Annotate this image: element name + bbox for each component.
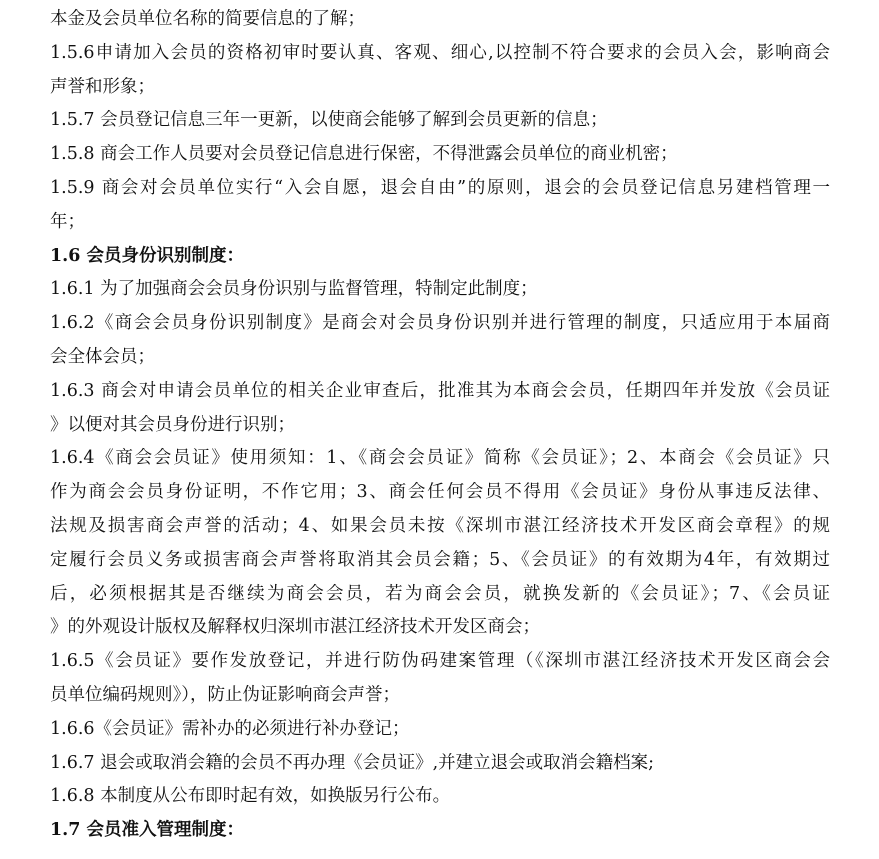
text-line: 1.6.5《会员证》要作发放登记，并进行防伪码建案管理（《深圳市湛江经济技术开发区商会会	[50, 651, 830, 672]
text-line: 作为商会会员身份证明，不作它用；3、商会任何会员不得用《会员证》身份从事违反法律、	[50, 482, 830, 503]
text-line: 》的外观设计版权及解释权归深圳市湛江经济技术开发区商会；	[50, 617, 540, 638]
text-line: 1.5.7 会员登记信息三年一更新，以使商会能够了解到会员更新的信息；	[50, 110, 608, 131]
text-line: 1.5.9 商会对会员单位实行“入会自愿，退会自由”的原则，退会的会员登记信息另建档管理一	[50, 177, 830, 198]
text-line: 1.6.8 本制度从公布即时起有效，如换版另行公布。	[50, 786, 451, 807]
text-line: 1.6.3 商会对申请会员单位的相关企业审查后，批准其为本商会会员，任期四年并发放《会员证	[50, 380, 830, 401]
text-line: 1.6.4《商会会员证》使用须知：1、《商会会员证》简称《会员证》；2、本商会《会员证》只	[50, 448, 830, 469]
text-line: 后，必须根据其是否继续为商会会员，若为商会会员，就换发新的《会员证》；7、《会员证	[50, 583, 830, 604]
text-line: 本金及会员单位名称的简要信息的了解；	[50, 9, 365, 29]
text-line: 声誉和形象；	[50, 76, 155, 97]
text-line: 1.5.6申请加入会员的资格初审时要认真、客观、细心,以控制不符合要求的会员入会，影响商会	[50, 42, 830, 63]
text-line: 1.5.8 商会工作人员要对会员登记信息进行保密，不得泄露会员单位的商业机密；	[50, 144, 678, 165]
text-line: 年；	[50, 211, 85, 232]
text-line: 》以便对其会员身份进行识别；	[50, 414, 295, 435]
text-line: 1.6.7 退会或取消会籍的会员不再办理《会员证》,并建立退会或取消会籍档案;	[50, 752, 655, 773]
section-heading: 1.6 会员身份识别制度：	[50, 245, 245, 266]
text-line: 会全体会员；	[50, 346, 155, 367]
text-line: 法规及损害商会声誉的活动；4、如果会员未按《深圳市湛江经济技术开发区商会章程》的规	[50, 515, 830, 536]
text-line: 1.6.1 为了加强商会会员身份识别与监督管理，特制定此制度；	[50, 279, 538, 300]
text-line: 员单位编码规则》），防止伪证影响商会声誉；	[50, 684, 400, 705]
text-line: 定履行会员义务或损害商会声誉将取消其会员会籍；5、《会员证》的有效期为4年，有效期过	[50, 549, 830, 570]
text-line: 1.6.6《会员证》需补办的必须进行补办登记；	[50, 718, 410, 739]
text-line: 1.6.2《商会会员身份识别制度》是商会对会员身份识别并进行管理的制度，只适应用于本届商	[50, 313, 830, 334]
section-heading: 1.7 会员准入管理制度：	[50, 820, 245, 841]
document-body	[50, 3, 830, 848]
